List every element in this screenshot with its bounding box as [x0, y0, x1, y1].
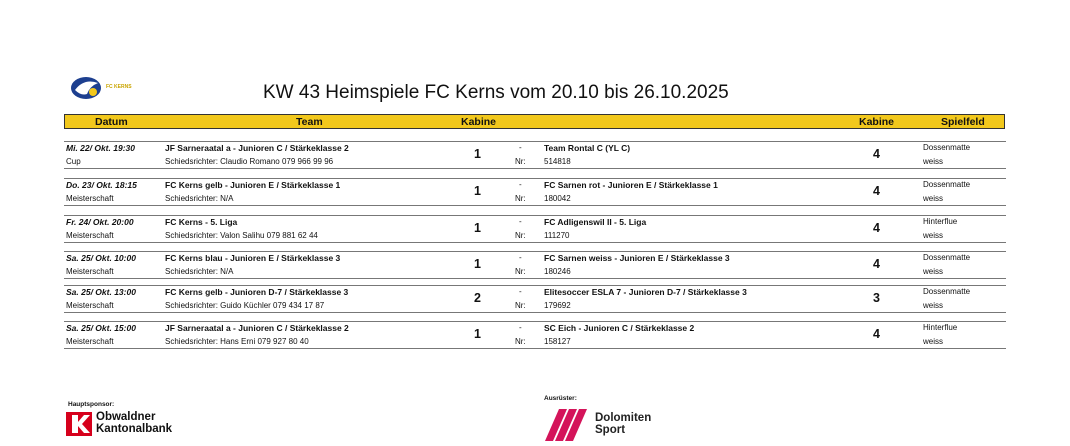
match-type: Meisterschaft — [66, 337, 114, 346]
match-nr-label: Nr: — [515, 267, 526, 276]
table-row — [64, 251, 1006, 279]
match-type: Meisterschaft — [66, 301, 114, 310]
match-nr: 158127 — [544, 337, 571, 346]
fc-kerns-logo — [70, 74, 150, 102]
match-nr: 111270 — [544, 231, 570, 240]
sponsor-name-line2: Kantonalbank — [96, 423, 173, 435]
table-header — [64, 114, 1005, 129]
home-team: FC Kerns - 5. Liga — [165, 217, 238, 227]
away-kabine: 3 — [873, 291, 880, 305]
away-kabine: 4 — [873, 147, 880, 161]
spielfeld: Hinterflue — [923, 323, 958, 332]
match-nr: 180246 — [544, 267, 571, 276]
away-team: Elitesoccer ESLA 7 - Junioren D-7 / Stärkeklasse 3 — [544, 287, 747, 297]
spielfeld: Dossenmatte — [923, 180, 971, 189]
sponsor-name-line1: Obwaldner — [96, 411, 156, 423]
match-date: Sa. 25/ Okt. 10:00 — [66, 253, 136, 263]
home-kabine: 2 — [474, 291, 481, 305]
away-kabine: 4 — [873, 257, 880, 271]
logo-text: FC KERNS — [106, 84, 132, 90]
match-date: Sa. 25/ Okt. 13:00 — [66, 287, 136, 297]
away-kabine: 4 — [873, 184, 880, 198]
home-team: FC Kerns gelb - Junioren E / Stärkeklasse 1 — [165, 180, 341, 190]
referee: Schiedsrichter: N/A — [165, 194, 234, 203]
match-type: Cup — [66, 157, 81, 166]
spielfeld-color: weiss — [923, 301, 944, 310]
away-team: FC Sarnen weiss - Junioren E / Stärkeklasse 3 — [544, 253, 730, 263]
home-kabine: 1 — [474, 327, 481, 341]
dolomiten-sport-logo-icon — [545, 405, 591, 446]
home-kabine: 1 — [474, 257, 481, 271]
vs-dash: - — [519, 143, 522, 152]
match-nr-label: Nr: — [515, 337, 526, 346]
referee: Schiedsrichter: N/A — [165, 267, 234, 276]
referee: Schiedsrichter: Hans Erni 079 927 80 40 — [165, 337, 309, 346]
home-kabine: 1 — [474, 221, 481, 235]
spielfeld: Dossenmatte — [923, 143, 971, 152]
table-row — [64, 141, 1006, 169]
home-kabine: 1 — [474, 147, 481, 161]
match-date: Do. 23/ Okt. 18:15 — [66, 180, 137, 190]
spielfeld: Dossenmatte — [923, 287, 971, 296]
outfitter-name-line1: Dolomiten — [595, 412, 652, 424]
spielfeld-color: weiss — [923, 267, 944, 276]
home-team: FC Kerns gelb - Junioren D-7 / Stärkeklasse 3 — [165, 287, 349, 297]
match-type: Meisterschaft — [66, 231, 114, 240]
table-row — [64, 178, 1006, 206]
header-spielfeld: Spielfeld — [941, 116, 985, 128]
away-team: SC Eich - Junioren C / Stärkeklasse 2 — [544, 323, 695, 333]
match-nr: 514818 — [544, 157, 571, 166]
header-team: Team — [296, 116, 323, 128]
vs-dash: - — [519, 253, 522, 262]
referee: Schiedsrichter: Guido Küchler 079 434 17 87 — [165, 301, 325, 310]
table-row — [64, 321, 1006, 349]
home-team: JF Sarneraatal a - Junioren C / Stärkeklasse 2 — [165, 143, 349, 153]
spielfeld-color: weiss — [923, 231, 944, 240]
vs-dash: - — [519, 323, 522, 332]
away-team: FC Adligenswil II - 5. Liga — [544, 217, 647, 227]
table-row — [64, 215, 1006, 243]
match-nr-label: Nr: — [515, 231, 526, 240]
header-kabine-away: Kabine — [859, 116, 895, 128]
match-nr-label: Nr: — [515, 301, 526, 310]
vs-dash: - — [519, 287, 522, 296]
away-kabine: 4 — [873, 327, 880, 341]
outfitter-label: Ausrüster: — [544, 395, 577, 402]
match-nr-label: Nr: — [515, 194, 526, 203]
spielfeld: Dossenmatte — [923, 253, 971, 262]
match-type: Meisterschaft — [66, 267, 114, 276]
home-team: FC Kerns blau - Junioren E / Stärkeklasse 3 — [165, 253, 341, 263]
vs-dash: - — [519, 180, 522, 189]
match-date: Mi. 22/ Okt. 19:30 — [66, 143, 135, 153]
referee: Schiedsrichter: Valon Salihu 079 881 62 44 — [165, 231, 318, 240]
match-date: Fr. 24/ Okt. 20:00 — [66, 217, 134, 227]
header-datum: Datum — [95, 116, 128, 128]
match-nr: 179692 — [544, 301, 571, 310]
spielfeld-color: weiss — [923, 157, 944, 166]
spielfeld: Hinterflue — [923, 217, 958, 226]
header-kabine-home: Kabine — [461, 116, 497, 128]
outfitter-name-line2: Sport — [595, 424, 626, 436]
match-type: Meisterschaft — [66, 194, 114, 203]
home-team: JF Sarneraatal a - Junioren C / Stärkeklasse 2 — [165, 323, 349, 333]
home-kabine: 1 — [474, 184, 481, 198]
match-nr-label: Nr: — [515, 157, 526, 166]
sponsor-label: Hauptsponsor: — [68, 401, 115, 408]
spielfeld-color: weiss — [923, 194, 944, 203]
referee: Schiedsrichter: Claudio Romano 079 966 99 96 — [165, 157, 334, 166]
obwaldner-kantonalbank-logo-icon — [66, 412, 92, 441]
page-title: KW 43 Heimspiele FC Kerns vom 20.10 bis 26.10.2025 — [263, 82, 729, 103]
match-nr: 180042 — [544, 194, 571, 203]
away-kabine: 4 — [873, 221, 880, 235]
away-team: FC Sarnen rot - Junioren E / Stärkeklasse 1 — [544, 180, 718, 190]
spielfeld-color: weiss — [923, 337, 944, 346]
vs-dash: - — [519, 217, 522, 226]
match-date: Sa. 25/ Okt. 15:00 — [66, 323, 136, 333]
away-team: Team Rontal C (YL C) — [544, 143, 631, 153]
table-row — [64, 285, 1006, 313]
